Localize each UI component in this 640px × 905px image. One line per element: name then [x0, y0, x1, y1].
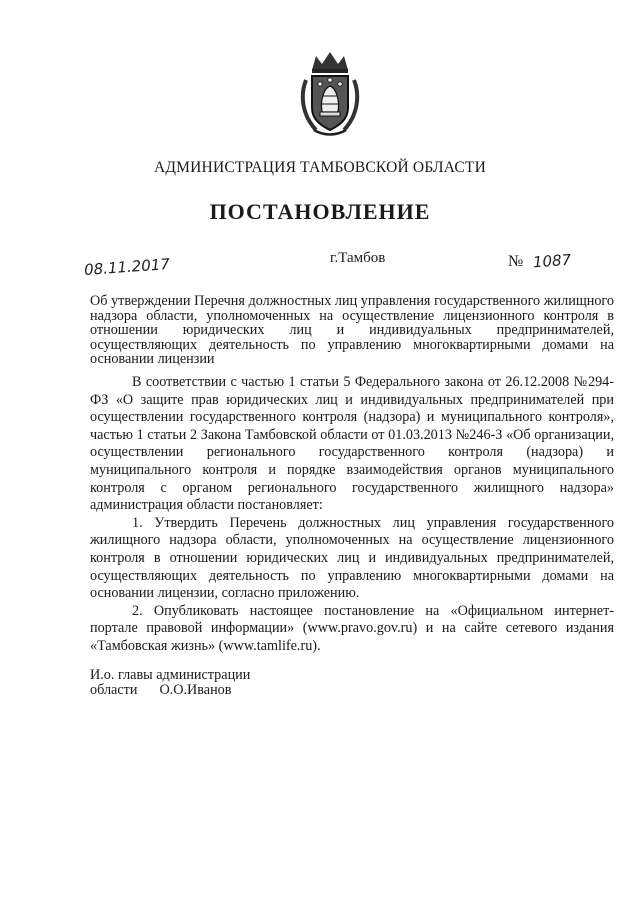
number-value: 1087: [532, 250, 573, 272]
number-prefix: №: [508, 253, 524, 270]
signature-title-line1: И.о. главы администрации: [90, 667, 251, 683]
body-paragraph-preamble: В соответствии с частью 1 статьи 5 Федерального закона от 26.12.2008 №294-ФЗ «О защите прав юридических лиц и индивидуальных предпринимателей при осуществлении государственного контроля (надзора) и муниципального контроля», частью 1 статьи 2 Закона Тамбовской области от 01.03.2013 №246-З «Об организации, осуществлении регионального государственного контроля (надзора) и муниципального контроля и порядке взаимодействия органов муниципального контроля с органом регионального государственного жилищного надзора» администрация области постановляет:: [90, 374, 614, 514]
signature-title-line2: области: [90, 682, 138, 698]
document-date: 08.11.2017: [83, 255, 171, 279]
body-paragraph-item-2: 2. Опубликовать настоящее постановление на «Официальном интернет-портале правовой информации» (www.pravo.gov.ru) и на сайте сетевого издания «Тамбовская жизнь» (www.tamlife.ru).: [90, 602, 614, 654]
document-city: г.Тамбов: [330, 250, 386, 266]
signature-block: [90, 668, 250, 698]
coat-of-arms-icon: [298, 50, 362, 136]
signature-name: О.О.Иванов: [159, 682, 232, 698]
document-number: [508, 252, 571, 271]
agency-name: АДМИНИСТРАЦИЯ ТАМБОВСКОЙ ОБЛАСТИ: [154, 159, 486, 176]
document-type-title: ПОСТАНОВЛЕНИЕ: [209, 199, 431, 224]
body-paragraph-item-1: 1. Утвердить Перечень должностных лиц управления государственного жилищного надзора области, уполномоченных на осуществление лицензионного контроля в отношении юридических лиц и индивидуальных предпринимателей, осуществляющих деятельность по управлению многоквартирными домами на основании лицензии, согласно приложению.: [90, 514, 614, 602]
document-body: [90, 374, 614, 656]
document-subject: Об утверждении Перечня должностных лиц управления государственного жилищного надзора области, уполномоченных на осуществление лицензионного контроля в отношении юридических лиц и индивидуальных предпринимателей, осуществляющих деятельность по управлению многоквартирными домами на основании лицензии: [90, 293, 614, 367]
